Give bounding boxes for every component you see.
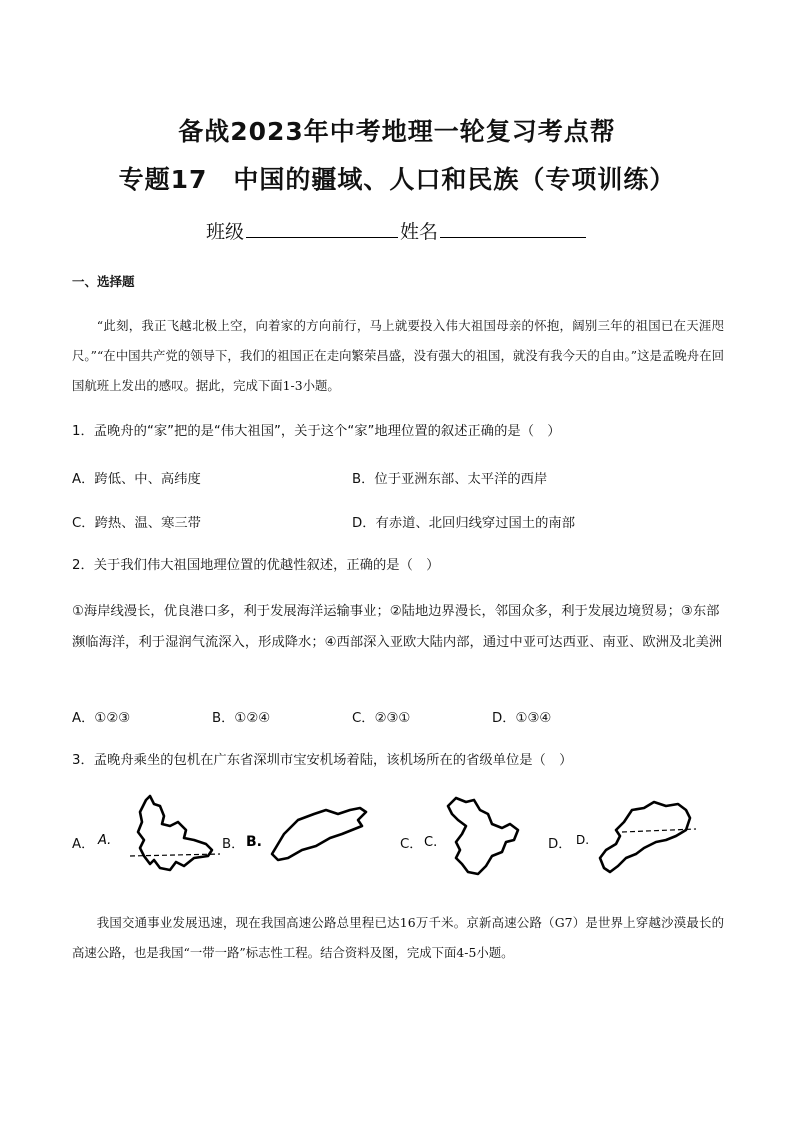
reading-passage-1: “此刻，我正飞越北极上空，向着家的方向前行，马上就要投入伟大祖国母亲的怀抱，阔别三年的祖国已在天涯咫尺。”“在中国共产党的领导下，我们的祖国正在走向繁荣昌盛，没有强大的祖国，就没有我今天的自由。”这是孟晚舟在回国航班上发出的感叹。据此，完成下面1-3小题。 [72,318,724,393]
province-outline-b [272,808,366,860]
q2-option-b[interactable]: B．①②④ [212,711,271,726]
province-map-b [244,800,384,862]
province-map-a [94,792,224,874]
reading-passage-2: 我国交通事业发展迅速，现在我国高速公路总里程已达16万千米。京新高速公路（G7）是世界上穿越沙漠最长的高速公路，也是我国“一带一路”标志性工程。结合资料及图，完成下面4-5小题。 [72,915,724,960]
q3-option-b[interactable]: B． [222,837,245,852]
map-c-label: C. [424,835,438,850]
name-label: 姓名 [400,221,439,243]
q1-option-a[interactable]: A．跨低、中、高纬度 [72,472,201,487]
q1-option-b[interactable]: B．位于亚洲东部、太平洋的西岸 [352,472,548,487]
section-heading: 一、选择题 [72,274,135,289]
province-outline-c [448,798,518,874]
question-2-stem: 2．关于我们伟大祖国地理位置的优越性叙述，正确的是（ ） [72,558,440,573]
q3-option-d[interactable]: D． [548,837,572,852]
name-blank[interactable] [440,236,586,238]
class-label: 班级 [205,221,244,243]
province-map-c [422,794,532,880]
q2-option-d[interactable]: D．①③④ [492,711,552,726]
province-outline-a [138,796,212,870]
question-3-stem: 3．孟晚舟乘坐的包机在广东省深圳市宝安机场着陆，该机场所在的省级单位是（ ） [72,753,573,768]
q1-option-d[interactable]: D．有赤道、北回归线穿过国土的南部 [352,516,575,531]
q1-option-c[interactable]: C．跨热、温、寒三带 [72,516,201,531]
question-1-stem: 1．孟晚舟的“家”把的是“伟大祖国”，关于这个“家”地理位置的叙述正确的是（ ） [72,424,561,439]
province-outline-d [600,802,690,872]
q3-option-c[interactable]: C． [400,837,423,852]
worksheet-title: 备战2023年中考地理一轮复习考点帮 [178,117,616,146]
class-blank[interactable] [246,236,398,238]
q2-option-c[interactable]: C．②③① [352,711,411,726]
q3-option-a[interactable]: A． [72,837,95,852]
map-b-label: B. [246,834,262,850]
q2-option-a[interactable]: A．①②③ [72,711,131,726]
map-a-label: A. [98,833,112,848]
province-map-d [570,796,706,880]
student-info-line [0,217,794,244]
map-d-label: D. [576,833,590,847]
question-2-statements: ①海岸线漫长，优良港口多，利于发展海洋运输事业；②陆地边界漫长，邻国众多，利于发展边境贸易；③东部濒临海洋，利于湿润气流深入，形成降水；④西部深入亚欧大陆内部，通过中亚可达西亚、南亚、欧洲及北美洲 [72,604,723,650]
worksheet-subtitle: 专题17 中国的疆域、人口和民族（专项训练） [118,165,676,194]
